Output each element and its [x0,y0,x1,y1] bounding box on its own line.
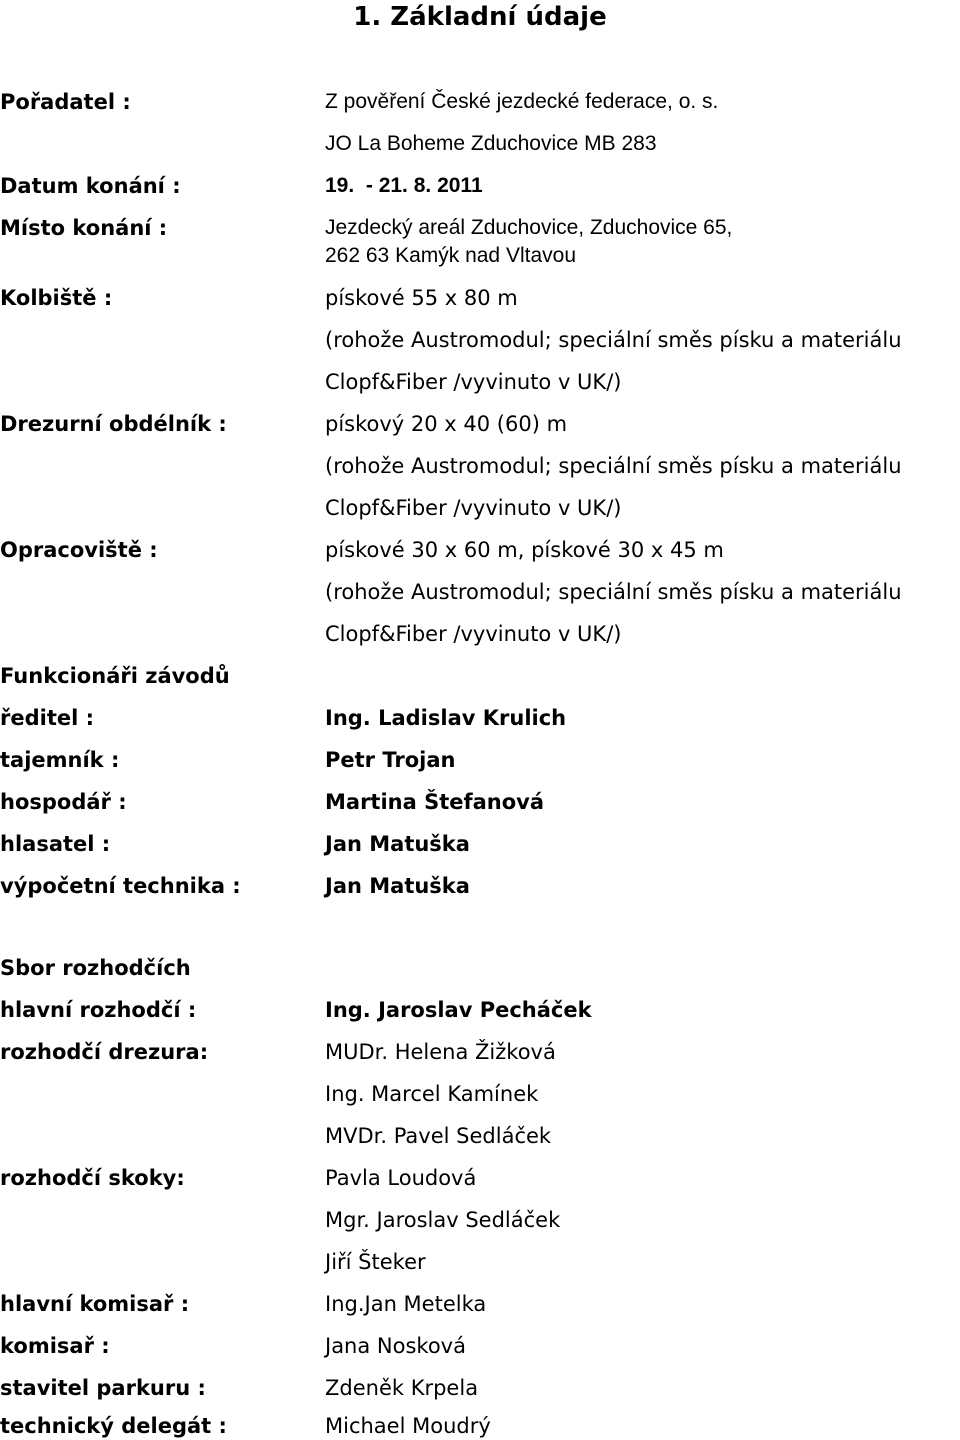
venue-line-1: Jezdecký areál Zduchovice, Zduchovice 65, [325,216,733,239]
dressage-arena-line-2: (rohože Austromodul; speciální směs písku a materiálu [325,454,902,478]
dressage-judges-label: rozhodčí drezura: [0,1040,209,1064]
arena-line-1: pískové 55 x 80 m [325,286,518,310]
official-row-label: hospodář : [0,790,127,814]
steward-label: komisař : [0,1334,110,1358]
jumping-judge: Pavla Loudová [325,1166,477,1190]
arena-label: Kolbiště : [0,286,113,310]
organizer-line-1: Z pověření České jezdecké federace, o. s. [325,90,719,113]
chief-judge-value: Ing. Jaroslav Pecháček [325,998,592,1022]
officials-heading: Funkcionáři závodů [0,664,230,688]
warmup-line-1: pískové 30 x 60 m, pískové 30 x 45 m [325,538,724,562]
official-row-value: Jan Matuška [325,832,470,856]
course-designer-value: Zdeněk Krpela [325,1376,479,1400]
technical-delegate-label: technický delegát : [0,1414,227,1438]
jumping-judge: Jiří Šteker [325,1250,426,1274]
official-row-label: ředitel : [0,706,95,730]
dressage-arena-label: Drezurní obdélník : [0,412,227,436]
organizer-label: Pořadatel : [0,90,131,114]
warmup-line-2: (rohože Austromodul; speciální směs písku a materiálu [325,580,902,604]
jumping-judge: Mgr. Jaroslav Sedláček [325,1208,561,1232]
course-designer-label: stavitel parkuru : [0,1376,206,1400]
venue-line-2: 262 63 Kamýk nad Vltavou [325,244,576,267]
official-row-value: Ing. Ladislav Krulich [325,706,567,730]
official-row-value: Petr Trojan [325,748,456,772]
page-title: 1. Základní údaje [353,2,607,32]
jumping-judges-label: rozhodčí skoky: [0,1166,185,1190]
dressage-judge: MVDr. Pavel Sedláček [325,1124,552,1148]
dressage-arena-line-3: Clopf&Fiber /vyvinuto v UK/) [325,496,622,520]
official-row-label: výpočetní technika : [0,874,241,898]
dressage-judge: Ing. Marcel Kamínek [325,1082,539,1106]
arena-line-3: Clopf&Fiber /vyvinuto v UK/) [325,370,622,394]
official-row-value: Jan Matuška [325,874,470,898]
technical-delegate-value: Michael Moudrý [325,1414,491,1438]
date-value: 19. - 21. 8. 2011 [325,174,483,197]
chief-judge-label: hlavní rozhodčí : [0,998,197,1022]
organizer-line-2: JO La Boheme Zduchovice MB 283 [325,132,657,155]
dressage-judge: MUDr. Helena Žižková [325,1040,556,1064]
arena-line-2: (rohože Austromodul; speciální směs písku a materiálu [325,328,902,352]
date-label: Datum konání : [0,174,181,198]
official-row-value: Martina Štefanová [325,790,545,814]
warmup-line-3: Clopf&Fiber /vyvinuto v UK/) [325,622,622,646]
venue-label: Místo konání : [0,216,168,240]
official-row-label: hlasatel : [0,832,111,856]
steward-value: Jana Nosková [325,1334,466,1358]
chief-steward-value: Ing.Jan Metelka [325,1292,487,1316]
chief-steward-label: hlavní komisař : [0,1292,190,1316]
judges-heading: Sbor rozhodčích [0,956,191,980]
official-row-label: tajemník : [0,748,120,772]
dressage-arena-line-1: pískový 20 x 40 (60) m [325,412,568,436]
warmup-label: Opracoviště : [0,538,158,562]
